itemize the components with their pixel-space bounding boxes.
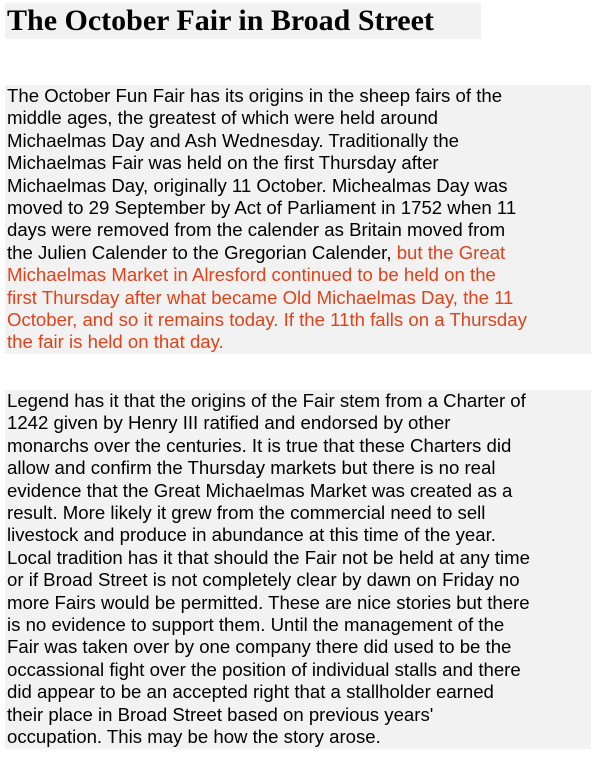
highlighted-text: October, and so it remains today. If the 11th falls on a Thursday bbox=[7, 309, 527, 331]
text-segment: moved to 29 September by Act of Parliament in 1752 when 11 bbox=[7, 197, 517, 219]
text-segment: result. More likely it grew from the commercial need to sell bbox=[7, 502, 486, 524]
text-segment: The October Fun Fair has its origins in the sheep fairs of the bbox=[7, 85, 503, 106]
text-line bbox=[7, 219, 591, 241]
text-line bbox=[7, 457, 591, 479]
text-segment: did appear to be an accepted right that a stallholder earned bbox=[7, 681, 494, 703]
text-line bbox=[7, 681, 591, 703]
highlighted-text: but the Great bbox=[396, 241, 506, 263]
text-segment: Fair was taken over by one company there did used to be the bbox=[7, 636, 512, 658]
text-line bbox=[7, 659, 591, 681]
text-line bbox=[7, 175, 591, 197]
paragraph-legend bbox=[5, 390, 591, 749]
text-segment: monarchs over the centuries. It is true that these Charters did bbox=[7, 434, 512, 456]
text-line bbox=[7, 309, 591, 331]
text-line bbox=[7, 107, 591, 129]
text-line bbox=[7, 412, 591, 434]
text-line bbox=[7, 614, 591, 636]
text-line bbox=[7, 264, 591, 286]
text-segment: occupation. This may be how the story arose. bbox=[7, 726, 381, 748]
text-segment: Legend has it that the origins of the Fair stem from a Charter of bbox=[7, 390, 526, 411]
text-line bbox=[7, 152, 591, 174]
text-segment: the Julien Calender to the Gregorian Calender, bbox=[7, 241, 397, 263]
text-line bbox=[7, 85, 591, 107]
text-line bbox=[7, 130, 591, 152]
text-segment: evidence that the Great Michaelmas Market was created as a bbox=[7, 479, 513, 501]
text-line bbox=[7, 726, 591, 748]
text-segment: or if Broad Street is not completely clear by dawn on Friday no bbox=[7, 569, 520, 591]
text-segment: 1242 given by Henry III ratified and endorsed by other bbox=[7, 412, 451, 434]
text-line bbox=[7, 287, 591, 309]
text-segment: Michaelmas Day and Ash Wednesday. Traditionally the bbox=[7, 129, 459, 151]
text-line bbox=[7, 197, 591, 219]
text-line bbox=[7, 636, 591, 658]
text-segment: livestock and produce in abundance at this time of the year. bbox=[7, 524, 496, 546]
text-segment: days were removed from the calender as Britain moved from bbox=[7, 219, 506, 241]
page-title: The October Fair in Broad Street bbox=[5, 3, 481, 39]
text-line bbox=[7, 242, 591, 264]
highlighted-text: first Thursday after what became Old Michaelmas Day, the 11 bbox=[7, 286, 514, 308]
text-line bbox=[7, 569, 591, 591]
text-line bbox=[7, 331, 591, 353]
text-line bbox=[7, 704, 591, 726]
text-segment: allow and confirm the Thursday markets but there is no real bbox=[7, 457, 496, 479]
text-segment: more Fairs would be permitted. These are nice stories but there bbox=[7, 591, 530, 613]
text-line bbox=[7, 592, 591, 614]
text-segment: their place in Broad Street based on previous years' bbox=[7, 703, 434, 725]
text-line bbox=[7, 480, 591, 502]
text-line bbox=[7, 390, 591, 412]
text-line bbox=[7, 435, 591, 457]
text-segment: middle ages, the greatest of which were held around bbox=[7, 107, 439, 129]
text-segment: Michaelmas Day, originally 11 October. Michealmas Day was bbox=[7, 174, 508, 196]
text-segment: Local tradition has it that should the Fair not be held at any time bbox=[7, 546, 531, 568]
paragraph-origins bbox=[5, 85, 591, 354]
text-segment: is no evidence to support them. Until the management of the bbox=[7, 614, 505, 636]
text-line bbox=[7, 547, 591, 569]
text-line bbox=[7, 502, 591, 524]
text-line bbox=[7, 524, 591, 546]
highlighted-text: Michaelmas Market in Alresford continued to be held on the bbox=[7, 264, 496, 286]
text-segment: Michaelmas Fair was held on the first Thursday after bbox=[7, 152, 439, 174]
text-segment: occassional fight over the position of individual stalls and there bbox=[7, 658, 521, 680]
highlighted-text: the fair is held on that day. bbox=[7, 331, 224, 353]
